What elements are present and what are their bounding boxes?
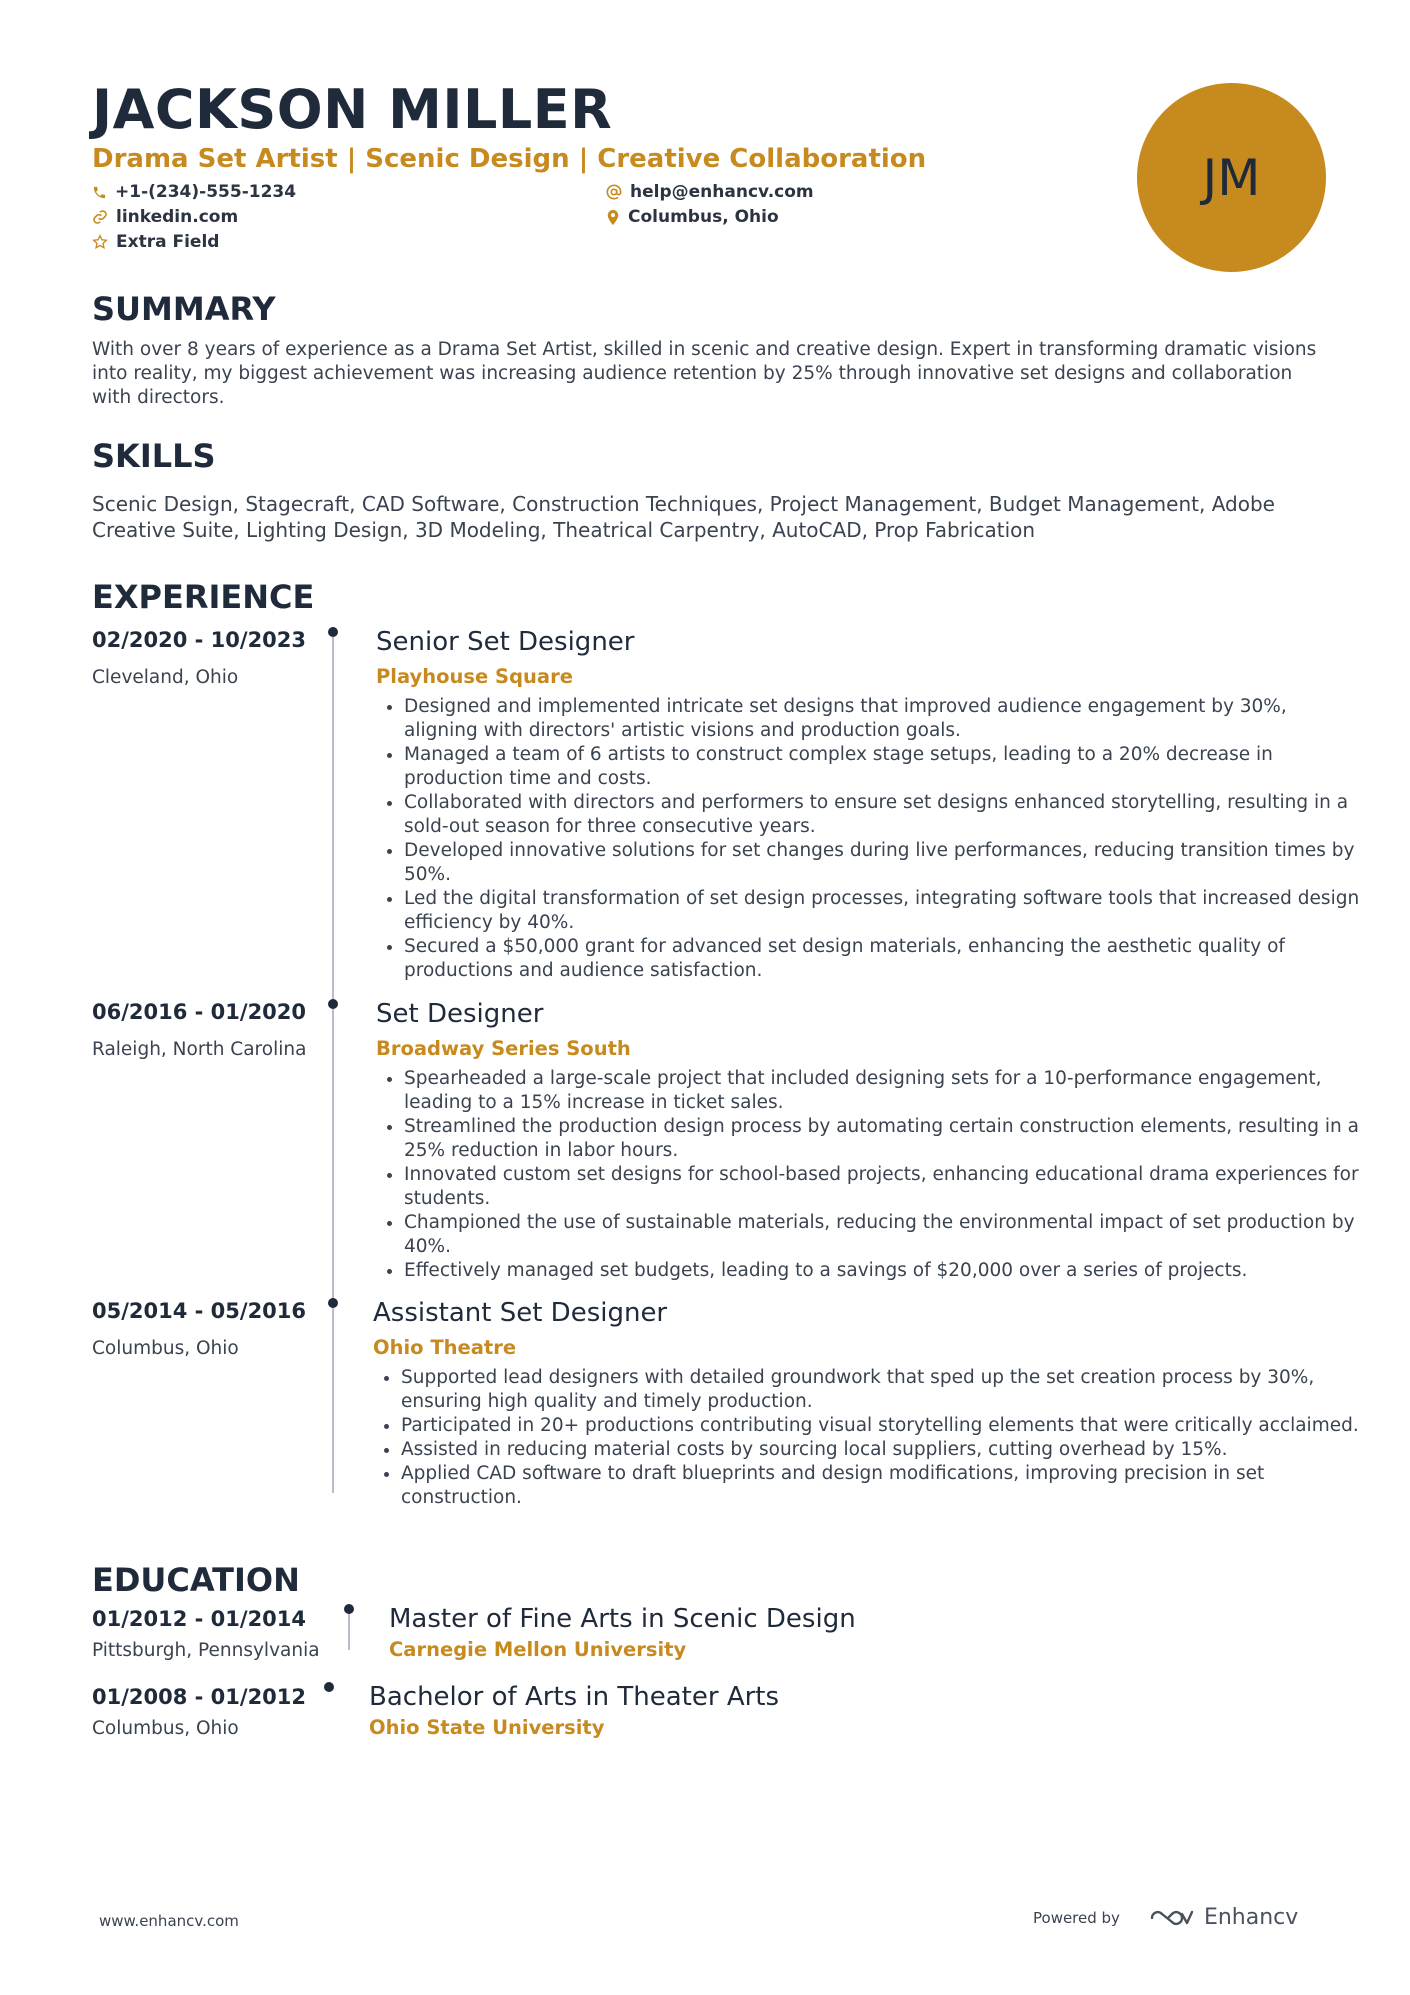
job-company: Broadway Series South	[376, 1037, 631, 1060]
at-icon	[606, 184, 622, 200]
phone-icon	[92, 185, 107, 200]
brand-name: Enhancv	[1203, 1905, 1299, 1930]
contact-linkedin[interactable]	[92, 207, 238, 227]
edu-location: Pittsburgh, Pennsylvania	[92, 1640, 320, 1661]
timeline-dot	[324, 1682, 334, 1692]
timeline-dot	[328, 627, 338, 637]
job-company: Ohio Theatre	[373, 1336, 517, 1359]
footer-website[interactable]: www.enhancv.com	[99, 1912, 239, 1930]
experience-title: EXPERIENCE	[92, 578, 315, 616]
contact-phone-text: +1-(234)-555-1234	[115, 182, 297, 202]
job-location: Cleveland, Ohio	[92, 667, 239, 688]
summary-title: SUMMARY	[92, 290, 276, 328]
job-bullets	[376, 695, 1364, 983]
education-timeline	[348, 1610, 350, 1650]
experience-timeline	[332, 633, 334, 1493]
job-role: Set Designer	[376, 999, 544, 1029]
education-title: EDUCATION	[92, 1561, 300, 1599]
location-icon	[606, 209, 620, 226]
edu-degree: Bachelor of Arts in Theater Arts	[369, 1682, 780, 1712]
avatar-initials: JM	[1202, 148, 1261, 207]
timeline-dot	[344, 1604, 354, 1614]
job-bullet: • Developed innovative solutions for set changes during live performances, reducing transition times by 50%.	[404, 839, 1364, 887]
enhancv-logo-icon	[1148, 1906, 1196, 1930]
job-bullet: • Led the digital transformation of set design processes, integrating software tools that increased design efficiency by 40%.	[404, 887, 1364, 935]
job-bullet: • Participated in 20+ productions contributing visual storytelling elements that were critically acclaimed.	[401, 1414, 1361, 1438]
timeline-dot	[328, 1298, 338, 1308]
candidate-name: JACKSON MILLER	[92, 78, 613, 141]
contact-email[interactable]	[606, 182, 814, 202]
headline: Drama Set Artist | Scenic Design | Creative Collaboration	[92, 144, 927, 174]
job-bullet: • Championed the use of sustainable materials, reducing the environmental impact of set production by 40%.	[404, 1211, 1364, 1259]
job-bullet: • Assisted in reducing material costs by sourcing local suppliers, cutting overhead by 15%.	[401, 1438, 1361, 1462]
job-bullet: • Designed and implemented intricate set designs that improved audience engagement by 30%, aligning with directors' artistic visions and production goals.	[404, 695, 1364, 743]
contact-location	[606, 207, 779, 227]
edu-degree: Master of Fine Arts in Scenic Design	[389, 1604, 856, 1634]
edu-dates: 01/2012 - 01/2014	[92, 1607, 307, 1631]
job-bullet: • Collaborated with directors and performers to ensure set designs enhanced storytelling, resulting in a sold-out season for three consecutive years.	[404, 791, 1364, 839]
edu-dates: 01/2008 - 01/2012	[92, 1685, 307, 1709]
job-bullet: • Spearheaded a large-scale project that included designing sets for a 10-performance engagement, leading to a 15% increase in ticket sales.	[404, 1067, 1364, 1115]
job-company: Playhouse Square	[376, 665, 573, 688]
edu-school: Carnegie Mellon University	[389, 1638, 687, 1661]
job-bullets	[373, 1366, 1361, 1510]
edu-school: Ohio State University	[369, 1716, 605, 1739]
job-location: Columbus, Ohio	[92, 1338, 239, 1359]
job-bullet: • Innovated custom set designs for school-based projects, enhancing educational drama experiences for students.	[404, 1163, 1364, 1211]
job-location: Raleigh, North Carolina	[92, 1039, 307, 1060]
job-dates: 02/2020 - 10/2023	[92, 628, 307, 652]
job-role: Assistant Set Designer	[373, 1298, 668, 1328]
job-bullet: • Applied CAD software to draft blueprints and design modifications, improving precision in set construction.	[401, 1462, 1361, 1510]
star-icon	[92, 234, 108, 250]
job-bullet: • Secured a $50,000 grant for advanced set design materials, enhancing the aesthetic quality of productions and audience satisfaction.	[404, 935, 1364, 983]
summary-text: With over 8 years of experience as a Drama Set Artist, skilled in scenic and creative design. Expert in transforming dramatic visions into reality, my biggest achievement was increasing audience retention by 25% through innovative set designs and collaboration with directors.	[92, 339, 1317, 408]
job-dates: 06/2016 - 01/2020	[92, 1000, 307, 1024]
job-bullets	[376, 1067, 1364, 1283]
footer-powered	[1033, 1905, 1298, 1930]
avatar	[1137, 83, 1326, 272]
contact-extra-text: Extra Field	[116, 232, 220, 252]
skills-text: Scenic Design, Stagecraft, CAD Software, Construction Techniques, Project Management, Budget Management, Adobe Creative Suite, Lighting Design, 3D Modeling, Theatrical Carpentry, AutoCAD, Prop Fabrication	[92, 492, 1275, 542]
job-bullet: • Managed a team of 6 artists to construct complex stage setups, leading to a 20% decrease in production time and costs.	[404, 743, 1364, 791]
timeline-dot	[328, 999, 338, 1009]
job-bullet: • Effectively managed set budgets, leading to a savings of $20,000 over a series of projects.	[404, 1259, 1364, 1283]
powered-by-label: Powered by	[1033, 1908, 1120, 1927]
link-icon	[92, 209, 108, 225]
contact-email-text: help@enhancv.com	[630, 182, 814, 202]
skills-title: SKILLS	[92, 437, 216, 475]
contact-phone	[92, 182, 296, 202]
job-dates: 05/2014 - 05/2016	[92, 1299, 307, 1323]
contact-linkedin-text: linkedin.com	[116, 207, 239, 227]
edu-location: Columbus, Ohio	[92, 1718, 239, 1739]
job-bullet: • Supported lead designers with detailed groundwork that sped up the set creation process by 30%, ensuring high quality and timely production.	[401, 1366, 1361, 1414]
job-role: Senior Set Designer	[376, 627, 635, 657]
contact-location-text: Columbus, Ohio	[628, 207, 779, 227]
contact-extra	[92, 232, 219, 252]
job-bullet: • Streamlined the production design process by automating certain construction elements, resulting in a 25% reduction in labor hours.	[404, 1115, 1364, 1163]
